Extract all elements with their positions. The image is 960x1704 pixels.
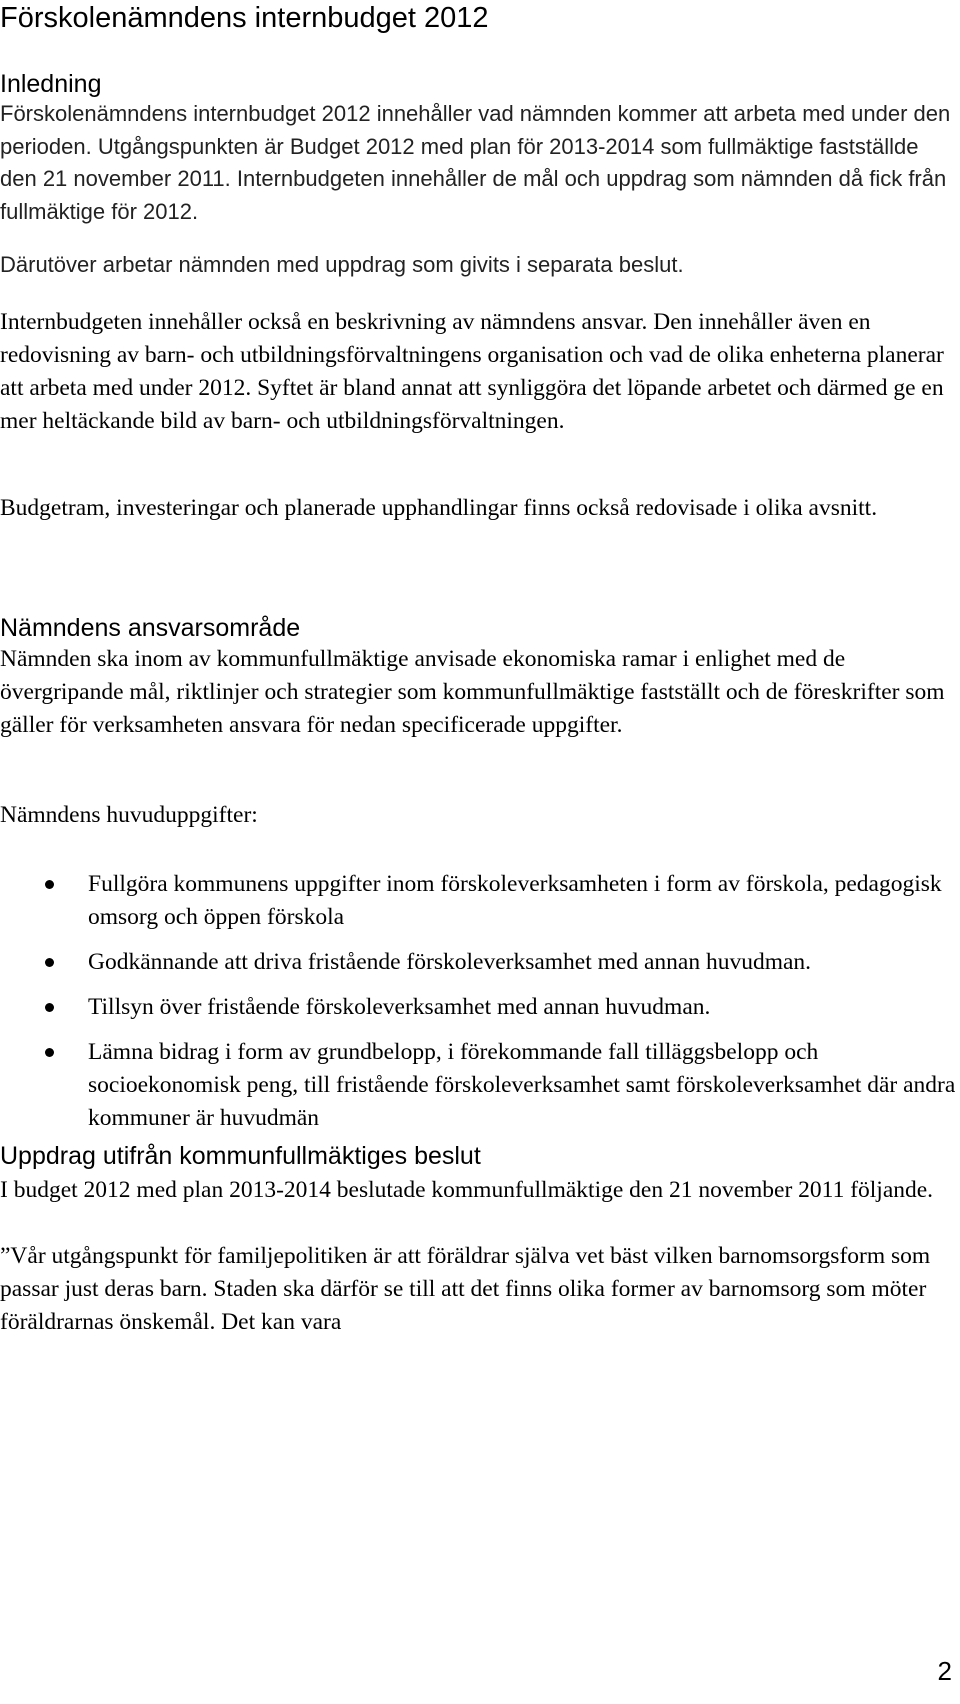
inledning-paragraph-3: Internbudgeten innehåller också en beskrivning av nämndens ansvar. Den innehåller även en redovisning av barn- och utbildningsförvaltningens organisation och vad de olika enheterna planerar att arbeta med under 2012. Syftet är bland annat att synliggöra det löpande arbetet och därmed ge en mer heltäckande bild av barn- och utbildningsförvaltningen. xyxy=(0,309,944,434)
ansvarsomrade-paragraph: Nämnden ska inom av kommunfullmäktige anvisade ekonomiska ramar i enlighet med de övergripande mål, riktlinjer och strategier som kommunfullmäktige fastställt och de föreskrifter som gäller för verksamheten ansvara för nedan specificerade uppgifter. xyxy=(0,646,945,738)
section-heading-ansvarsomrade: Nämndens ansvarsområde xyxy=(0,614,301,642)
inledning-paragraph-4: Budgetram, investeringar och planerade upphandlingar finns också redovisade i olika avsnitt. xyxy=(0,495,878,521)
list-item: Tillsyn över fristående förskoleverksamhet med annan huvudman. xyxy=(0,991,958,1024)
page-number: 2 xyxy=(937,1656,952,1686)
document-title: Förskolenämndens internbudget 2012 xyxy=(0,2,489,34)
list-item: Godkännande att driva fristående förskoleverksamhet med annan huvudman. xyxy=(0,946,958,979)
section-heading-inledning: Inledning xyxy=(0,70,102,98)
section-heading-uppdrag: Uppdrag utifrån kommunfullmäktiges beslut xyxy=(0,1142,481,1170)
bullet-icon xyxy=(45,880,54,889)
inledning-paragraph-2: Därutöver arbetar nämnden med uppdrag som givits i separata beslut. xyxy=(0,252,684,277)
bullet-icon xyxy=(45,958,54,967)
huvuduppgifter-intro: Nämndens huvuduppgifter: xyxy=(0,802,258,828)
bullet-icon xyxy=(45,1003,54,1012)
huvuduppgifter-list xyxy=(0,868,958,1147)
uppdrag-paragraph-1: I budget 2012 med plan 2013-2014 beslutade kommunfullmäktige den 21 november 2011 följande. xyxy=(0,1177,934,1203)
uppdrag-paragraph-2: ”Vår utgångspunkt för familjepolitiken är att föräldrar själva vet bäst vilken barnomsorgsform som passar just deras barn. Staden ska därför se till att det finns olika former av barnomsorg som möter föräldrarnas önskemål. Det kan vara xyxy=(0,1243,931,1335)
bullet-icon xyxy=(45,1048,54,1057)
list-item: Lämna bidrag i form av grundbelopp, i förekommande fall tilläggsbelopp och socioekonomisk peng, till fristående förskoleverksamhet samt förskoleverksamhet där andra kommuner är huvudmän xyxy=(0,1036,958,1135)
list-item: Fullgöra kommunens uppgifter inom förskoleverksamheten i form av förskola, pedagogisk omsorg och öppen förskola xyxy=(0,868,958,934)
inledning-paragraph-1: Förskolenämndens internbudget 2012 innehåller vad nämnden kommer att arbeta med under den perioden. Utgångspunkten är Budget 2012 med plan för 2013-2014 som fullmäktige fastställde den 21 november 2011. Internbudgeten innehåller de mål och uppdrag som nämnden då fick från fullmäktige för 2012. xyxy=(0,101,951,224)
